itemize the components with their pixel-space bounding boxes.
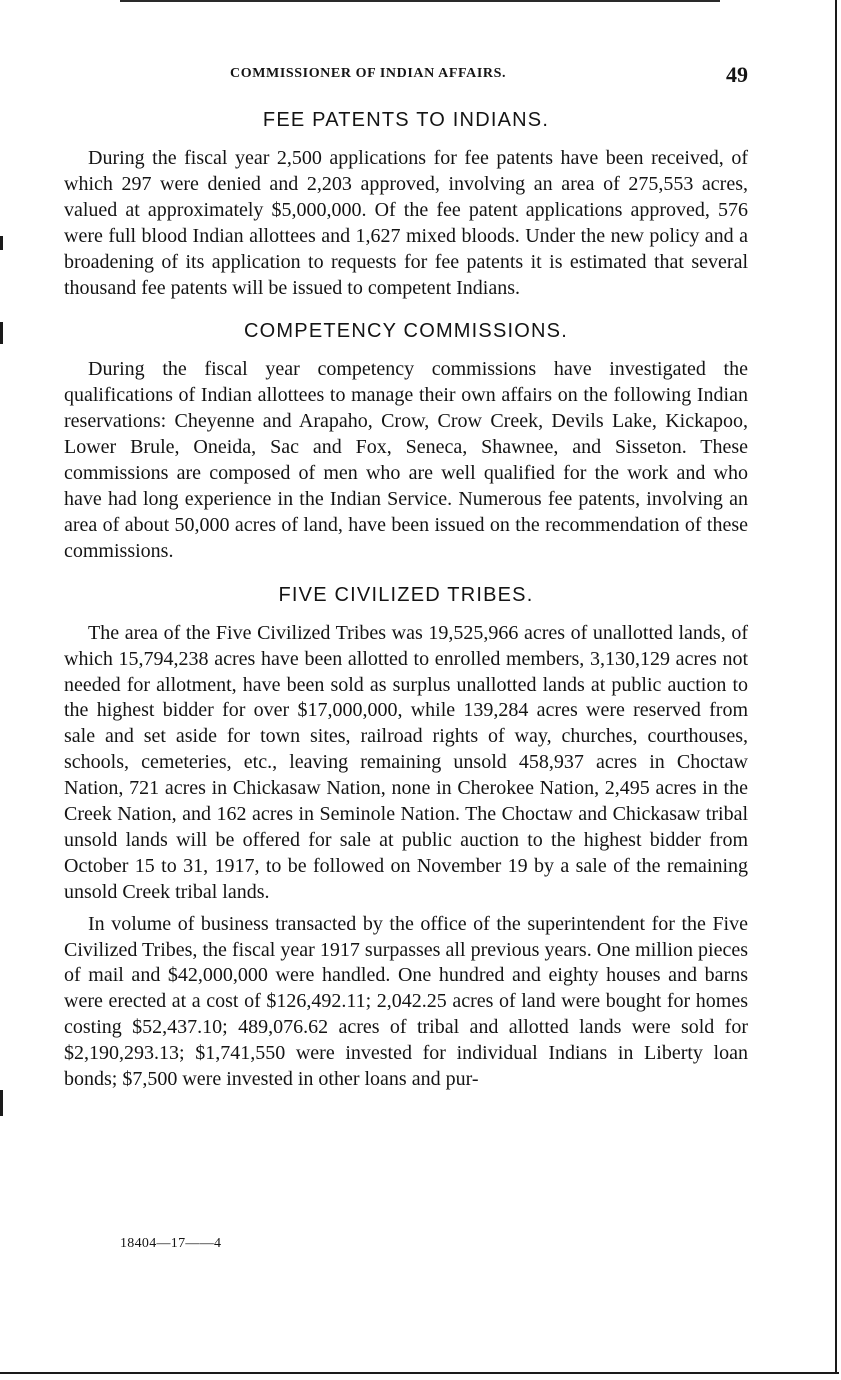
page-bottom-edge xyxy=(0,1372,839,1374)
section-heading-fee-patents: FEE PATENTS TO INDIANS. xyxy=(262,109,550,131)
paragraph-fee-patents: During the fiscal year 2,500 applications for fee patents have been received, of which 297 were denied and 2,203 approved, involving an area of 275,553 acres, valued at approximately $5,000,000. Of the fee patent applications approved, 576 were full blood Indian allottees and 1,627 mixed bloods. Under the new policy and a broadening of its application to requests for fee patents it is estimated that several thousand fee patents will be issued to competent Indians. xyxy=(64,147,748,299)
section-heading-competency-commissions: COMPETENCY COMMISSIONS. xyxy=(244,320,568,343)
page-top-edge xyxy=(120,0,720,2)
paragraph-competency-commissions: During the fiscal year competency commissions have investigated the qualifications of Indian allottees to manage their own affairs on the following Indian reservations: Cheyenne and Arapaho, Crow, Crow Creek, Devils Lake, Kickapoo, Lower Brule, Oneida, Sac and Fox, Seneca, Shawnee, and Sisseton. These commissions are composed of men who are well qualified for the work and who have had long experience in the Indian Service. Numerous fee patents, involving an area of about 50,000 acres of land, have been issued on the recommendation of these commissions. xyxy=(64,358,748,562)
section-heading-five-civilized-tribes: FIVE CIVILIZED TRIBES. xyxy=(278,583,534,606)
paragraph-five-tribes-business: In volume of business transacted by the office of the superintendent for the Five Civilized Tribes, the fiscal year 1917 surpasses all previous years. One million pieces of mail and $42,000,000 were handled. One hundred and eighty houses and barns were erected at a cost of $126,492.11; 2,042.25 acres of land were bought for homes costing $52,437.10; 489,076.62 acres of tribal and allotted lands were sold for $2,190,293.13; $1,741,550 were invested for individual Indians in Liberty loan bonds; $7,500 were invested in other loans and pur- xyxy=(64,912,748,1091)
paragraph-five-tribes-lands: The area of the Five Civilized Tribes was 19,525,966 acres of unallotted lands, of which 15,794,238 acres have been allotted to enrolled members, 3,130,129 acres not needed for allotment, have been sold as surplus unallotted lands at public auction to the highest bidder for over $17,000,000, while 139,284 acres were reserved from sale and set aside for town sites, railroad rights of way, churches, courthouses, schools, cemeteries, etc., leaving remaining unsold 458,937 acres in Choctaw Nation, 721 acres in Chickasaw Nation, none in Cherokee Nation, 2,495 acres in the Creek Nation, and 162 acres in Seminole Nation. The Choctaw and Chickasaw tribal unsold lands will be offered for sale at public auction to the highest bidder from October 15 to 31, 1917, to be followed on November 19 by a sale of the remaining unsold Creek tribal lands. xyxy=(64,621,748,903)
binding-mark xyxy=(0,322,3,344)
page-body xyxy=(64,104,748,1093)
binding-mark xyxy=(0,236,3,250)
binding-mark xyxy=(0,1090,3,1116)
printer-signature-mark: 18404—17——4 xyxy=(120,1236,222,1251)
page-right-edge xyxy=(835,0,837,1372)
page-number: 49 xyxy=(726,62,748,87)
running-head: COMMISSIONER OF INDIAN AFFAIRS. xyxy=(230,66,507,81)
